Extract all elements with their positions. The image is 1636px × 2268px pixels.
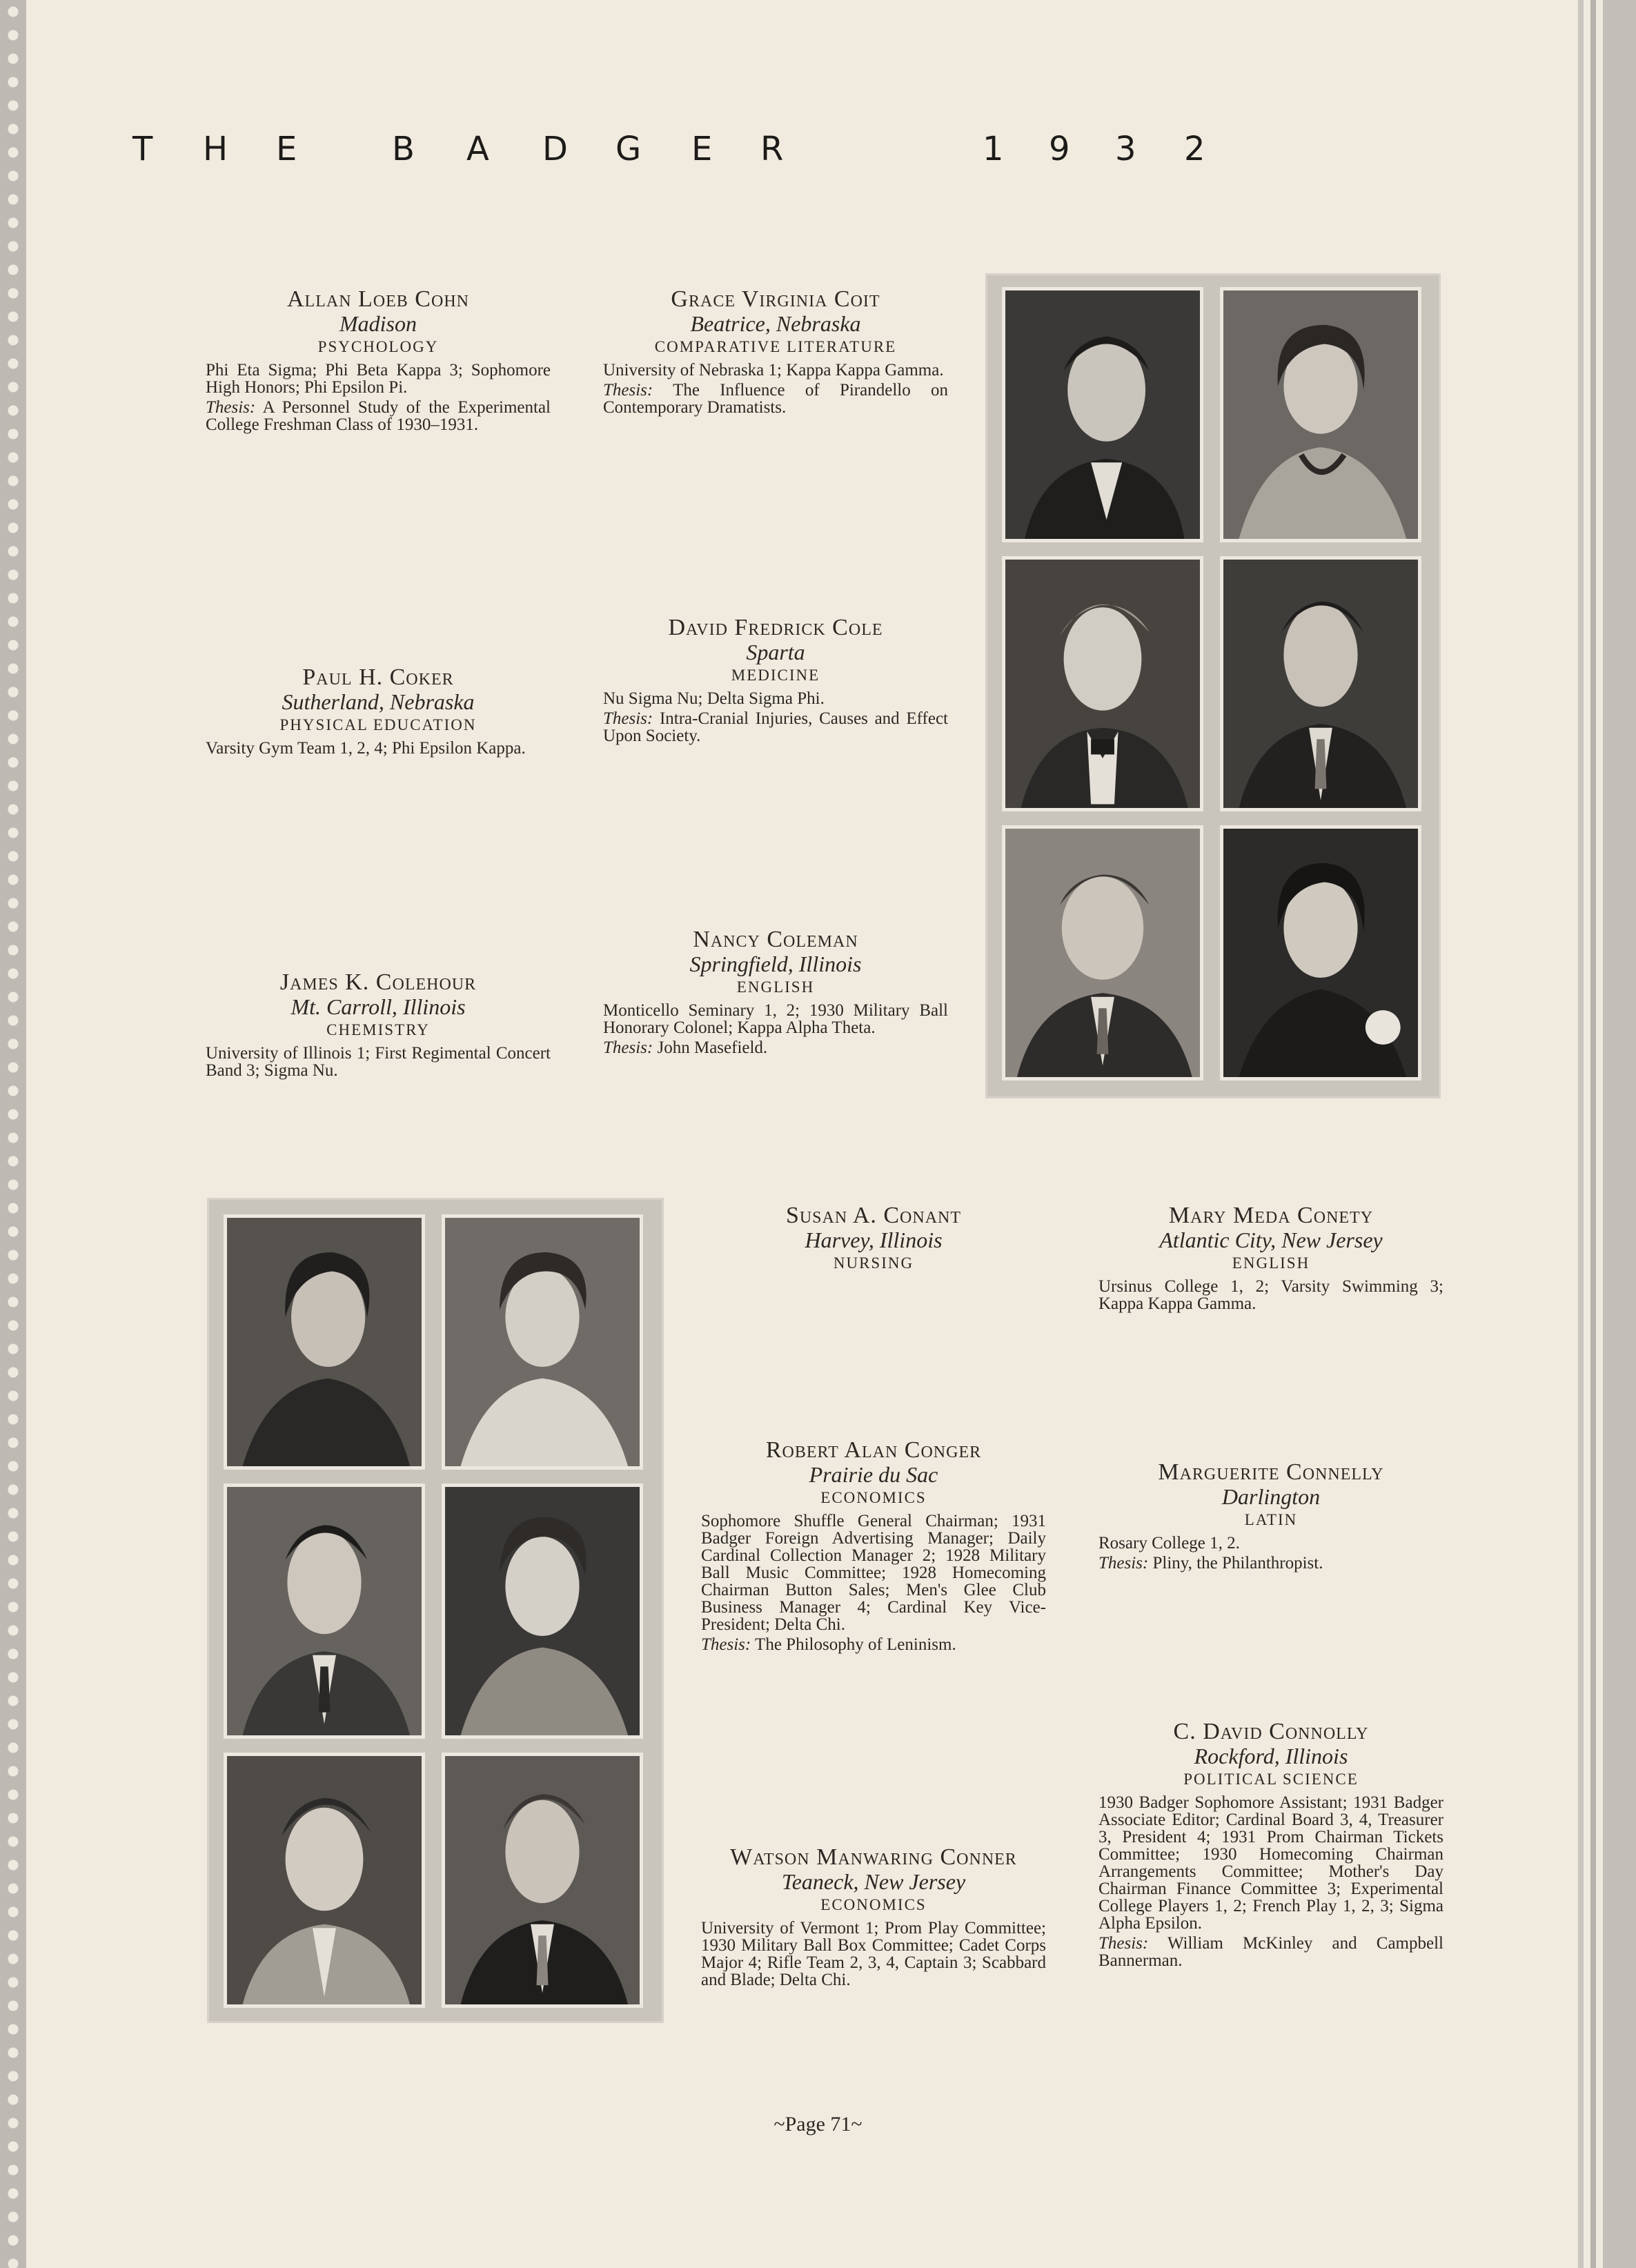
header-title-letter: B bbox=[392, 130, 415, 168]
student-entry-conner bbox=[701, 1845, 1046, 1989]
student-activities: Monticello Seminary 1, 2; 1930 Military Ball Honorary Colonel; Kappa Alpha Theta. bbox=[603, 1001, 948, 1037]
student-name: Mary Meda Conety bbox=[1168, 1203, 1374, 1228]
student-activities: Nu Sigma Nu; Delta Sigma Phi. bbox=[603, 689, 825, 708]
portrait-conger bbox=[224, 1483, 425, 1739]
student-hometown: Harvey, Illinois bbox=[805, 1227, 943, 1252]
thesis-label: Thesis: bbox=[603, 381, 653, 400]
student-major: COMPARATIVE LITERATURE bbox=[654, 338, 897, 355]
student-entry-coit bbox=[603, 287, 948, 416]
student-name: C. David Connolly bbox=[1173, 1719, 1369, 1744]
thesis-label: Thesis: bbox=[603, 1038, 653, 1057]
left-decorative-border bbox=[0, 0, 26, 2268]
portrait-connolly bbox=[442, 1753, 643, 2008]
student-thesis bbox=[603, 382, 948, 416]
student-activities: University of Vermont 1; Prom Play Committee; 1930 Military Ball Box Committee; Cadet Corps Major 4; Rifle Team 2, 3, 4, Captain 3; Scabbard and Blade; Delta Chi. bbox=[701, 1919, 1046, 1989]
thesis-title: Pliny, the Philanthropist. bbox=[1152, 1554, 1323, 1572]
student-name: David Fredrick Cole bbox=[668, 615, 883, 640]
student-thesis bbox=[603, 710, 948, 745]
student-name: Susan A. Conant bbox=[785, 1203, 962, 1228]
thesis-label: Thesis: bbox=[603, 709, 653, 728]
student-name: Nancy Coleman bbox=[693, 927, 858, 952]
student-hometown: Madison bbox=[339, 311, 417, 336]
student-major: CHEMISTRY bbox=[326, 1021, 430, 1038]
header-title-letter: R bbox=[760, 130, 784, 168]
student-entry-conant bbox=[701, 1203, 1046, 1274]
student-entry-connelly bbox=[1098, 1460, 1443, 1572]
student-hometown: Sutherland, Nebraska bbox=[282, 689, 475, 714]
student-activities: Ursinus College 1, 2; Varsity Swimming 3; Kappa Kappa Gamma. bbox=[1098, 1277, 1443, 1313]
portrait-conant bbox=[224, 1214, 425, 1470]
student-major: ENGLISH bbox=[1232, 1254, 1310, 1272]
portrait-cole bbox=[1220, 556, 1421, 811]
thesis-title: John Masefield. bbox=[657, 1038, 768, 1057]
student-thesis bbox=[1098, 1935, 1443, 1969]
student-entry-cole bbox=[603, 615, 948, 745]
student-hometown: Rockford, Illinois bbox=[1194, 1744, 1348, 1768]
right-decorative-border bbox=[1574, 0, 1636, 2268]
portrait-cohn bbox=[1002, 287, 1203, 542]
student-name: Paul H. Coker bbox=[302, 664, 454, 690]
photo-panel-top bbox=[985, 273, 1441, 1098]
student-name: Watson Manwaring Conner bbox=[730, 1844, 1017, 1870]
student-activities: Varsity Gym Team 1, 2, 4; Phi Epsilon Kappa. bbox=[206, 739, 526, 758]
student-entry-cohn bbox=[206, 287, 551, 433]
student-activities: Sophomore Shuffle General Chairman; 1931 Badger Foreign Advertising Manager; Daily Cardinal Collection Manager 2; 1928 Military Ball Music Committee; 1928 Homecoming Chairman Button Sales; Men's Glee Club Business Manager 4; Cardinal Key Vice-President; Delta Chi. bbox=[701, 1512, 1046, 1634]
student-thesis bbox=[1098, 1555, 1443, 1572]
header-title-letter: A bbox=[466, 130, 489, 168]
student-activities: Phi Eta Sigma; Phi Beta Kappa 3; Sophomore High Honors; Phi Epsilon Pi. bbox=[206, 361, 551, 397]
header-title-letter: E bbox=[276, 130, 297, 168]
thesis-title: William McKinley and Campbell Bannerman. bbox=[1098, 1934, 1443, 1970]
header-title-letter: G bbox=[615, 130, 642, 168]
student-major: ECONOMICS bbox=[820, 1896, 927, 1913]
portrait-coit bbox=[1220, 287, 1421, 542]
student-entry-coleman bbox=[603, 927, 948, 1056]
header-title-letter: H bbox=[203, 130, 228, 168]
portrait-conner bbox=[224, 1753, 425, 2008]
student-hometown: Beatrice, Nebraska bbox=[690, 311, 861, 336]
student-name: Grace Virginia Coit bbox=[671, 286, 880, 312]
student-major: NURSING bbox=[833, 1254, 914, 1272]
student-hometown: Atlantic City, New Jersey bbox=[1159, 1227, 1383, 1252]
student-thesis bbox=[701, 1636, 1046, 1653]
student-name: Marguerite Connelly bbox=[1158, 1459, 1384, 1485]
student-activities: University of Illinois 1; First Regimental Concert Band 3; Sigma Nu. bbox=[206, 1044, 551, 1080]
student-major: ECONOMICS bbox=[820, 1489, 927, 1506]
student-name: James K. Colehour bbox=[279, 969, 477, 995]
header-title-letter: D bbox=[542, 130, 568, 168]
thesis-title: A Personnel Study of the Experimental College Freshman Class of 1930–1931. bbox=[206, 398, 551, 434]
student-major: PHYSICAL EDUCATION bbox=[279, 716, 477, 733]
student-hometown: Springfield, Illinois bbox=[689, 951, 862, 976]
thesis-label: Thesis: bbox=[1098, 1934, 1149, 1953]
student-activities: University of Nebraska 1; Kappa Kappa Gamma. bbox=[603, 361, 944, 379]
student-activities: 1930 Badger Sophomore Assistant; 1931 Badger Associate Editor; Cardinal Board 3, 4, Treasurer 3, President 4; 1931 Prom Chairman Tickets Committee; 1930 Homecoming Chairman Arrangements Committee; Mother's Day Chairman Finance Committee 3; Experimental College Players 1, 2; French Play 1, 2, 3; Sigma Alpha Epsilon. bbox=[1098, 1793, 1443, 1933]
thesis-title: Intra-Cranial Injuries, Causes and Effect Upon Society. bbox=[603, 709, 948, 745]
header-title-letter: E bbox=[691, 130, 713, 168]
student-name: Allan Loeb Cohn bbox=[287, 286, 469, 312]
student-hometown: Sparta bbox=[746, 640, 805, 664]
portrait-colehour bbox=[1002, 825, 1203, 1081]
thesis-label: Thesis: bbox=[701, 1635, 751, 1654]
portrait-coker bbox=[1002, 556, 1203, 811]
student-major: PSYCHOLOGY bbox=[317, 338, 439, 355]
student-major: LATIN bbox=[1244, 1511, 1298, 1528]
portrait-conety bbox=[442, 1214, 643, 1470]
student-hometown: Prairie du Sac bbox=[809, 1462, 938, 1487]
header-title-letter: T bbox=[132, 130, 153, 168]
student-thesis bbox=[603, 1039, 948, 1056]
student-entry-colehour bbox=[206, 970, 551, 1079]
student-hometown: Mt. Carroll, Illinois bbox=[290, 994, 466, 1019]
student-hometown: Teaneck, New Jersey bbox=[781, 1869, 966, 1894]
student-name: Robert Alan Conger bbox=[765, 1437, 982, 1463]
thesis-label: Thesis: bbox=[1098, 1554, 1149, 1572]
header-year-digit: 3 bbox=[1115, 130, 1136, 168]
header-year-digit: 9 bbox=[1049, 130, 1070, 168]
thesis-label: Thesis: bbox=[206, 398, 256, 417]
student-hometown: Darlington bbox=[1221, 1484, 1321, 1509]
portrait-coleman bbox=[1220, 825, 1421, 1081]
student-major: ENGLISH bbox=[736, 978, 815, 996]
header-year-digit: 1 bbox=[983, 130, 1004, 168]
thesis-title: The Influence of Pirandello on Contemporary Dramatists. bbox=[603, 381, 948, 417]
header-year-digit: 2 bbox=[1184, 130, 1205, 168]
student-entry-coker bbox=[206, 665, 551, 757]
student-thesis bbox=[206, 399, 551, 433]
portrait-connelly bbox=[442, 1483, 643, 1739]
student-entry-conger bbox=[701, 1438, 1046, 1653]
student-entry-conety bbox=[1098, 1203, 1443, 1312]
thesis-title: The Philosophy of Leninism. bbox=[755, 1635, 956, 1654]
student-entry-connolly bbox=[1098, 1719, 1443, 1969]
student-major: POLITICAL SCIENCE bbox=[1183, 1771, 1359, 1788]
photo-panel-bottom bbox=[207, 1198, 664, 2023]
page-number: ~Page 71~ bbox=[773, 2113, 863, 2136]
student-activities: Rosary College 1, 2. bbox=[1098, 1534, 1240, 1552]
student-major: MEDICINE bbox=[731, 667, 820, 684]
